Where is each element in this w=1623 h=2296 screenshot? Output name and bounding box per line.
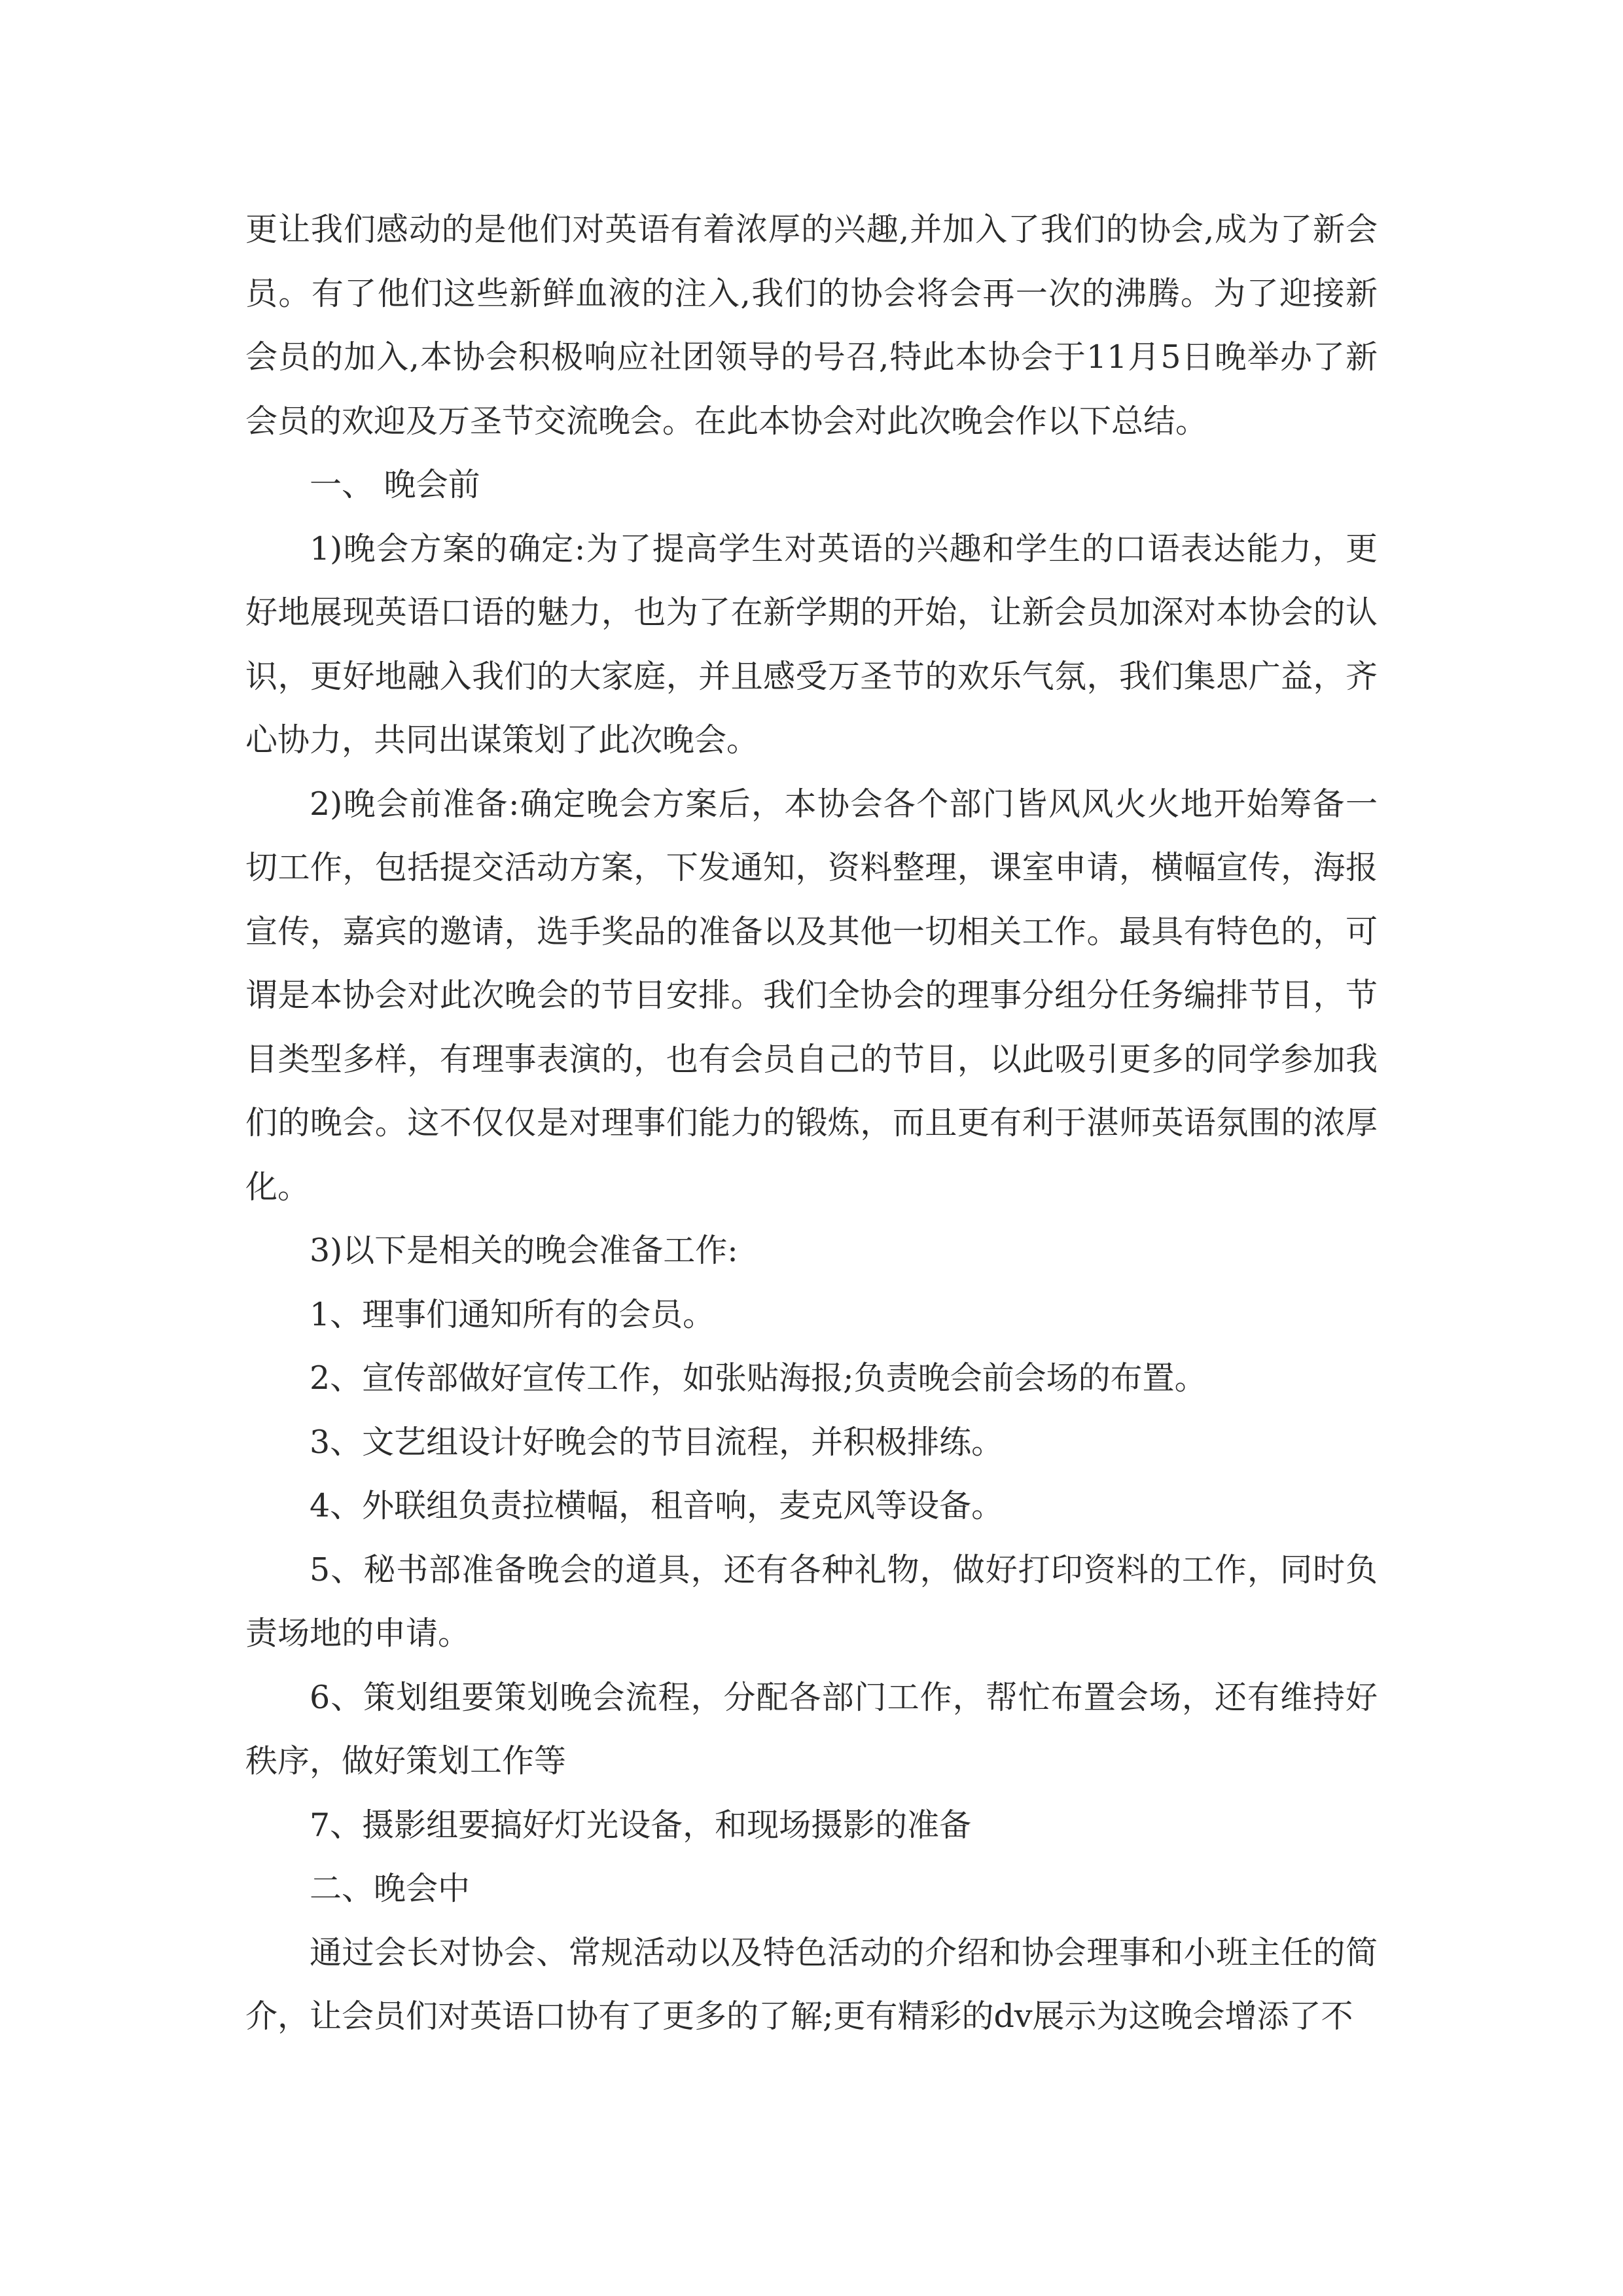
list-item: 3、文艺组设计好晚会的节目流程，并积极排练。 — [310, 1423, 1004, 1461]
list-item: 2、宣传部做好宣传工作，如张贴海报;负责晚会前会场的布置。 — [310, 1359, 1207, 1397]
document-body — [245, 198, 1378, 2049]
list-item: 7、摄影组要搞好灯光设备，和现场摄影的准备 — [310, 1806, 972, 1844]
list-item: 6、策划组要策划晚会流程，分配各部门工作，帮忙布置会场，还有维持好秩序，做好策划工作等 — [245, 1678, 1378, 1780]
paragraph-task-intro: 3)以下是相关的晚会准备工作: — [310, 1232, 738, 1269]
list-item: 5、秘书部准备晚会的道具，还有各种礼物，做好打印资料的工作，同时负责场地的申请。 — [245, 1551, 1378, 1652]
list-item: 1、理事们通知所有的会员。 — [310, 1295, 715, 1333]
section-heading-before-party: 一、 晚会前 — [310, 466, 480, 503]
paragraph-plan: 1)晚会方案的确定:为了提高学生对英语的兴趣和学生的口语表达能力，更好地展现英语口语的魅力，也为了在新学期的开始，让新会员加深对本协会的认识，更好地融入我们的大家庭，并且感受万圣节的欢乐气氛，我们集思广益，齐心协力，共同出谋策划了此次晚会。 — [245, 529, 1378, 759]
paragraph-intro: 更让我们感动的是他们对英语有着浓厚的兴趣,并加入了我们的协会,成为了新会员。有了他们这些新鲜血液的注入,我们的协会将会再一次的沸腾。为了迎接新会员的加入,本协会积极响应社团领导的号召,特此本协会于11月5日晚举办了新会员的欢迎及万圣节交流晚会。在此本协会对此次晚会作以下总结。 — [245, 211, 1378, 440]
list-item: 4、外联组负责拉横幅，租音响，麦克风等设备。 — [310, 1487, 1004, 1524]
paragraph-preparation: 2)晚会前准备:确定晚会方案后，本协会各个部门皆风风火火地开始筹备一切工作，包括提交活动方案，下发通知，资料整理，课室申请，横幅宣传，海报宣传，嘉宾的邀请，选手奖品的准备以及其他一切相关工作。最具有特色的，可谓是本协会对此次晚会的节目安排。我们全协会的理事分组分任务编排节目，节目类型多样，有理事表演的，也有会员自己的节目，以此吸引更多的同学参加我们的晚会。这不仅仅是对理事们能力的锻炼，而且更有利于湛师英语氛围的浓厚化。 — [245, 785, 1378, 1206]
paragraph-during-party: 通过会长对协会、常规活动以及特色活动的介绍和协会理事和小班主任的简介，让会员们对英语口协有了更多的了解;更有精彩的dv展示为这晚会增添了不 — [245, 1933, 1378, 2035]
section-heading-during-party: 二、晚会中 — [310, 1870, 471, 1907]
